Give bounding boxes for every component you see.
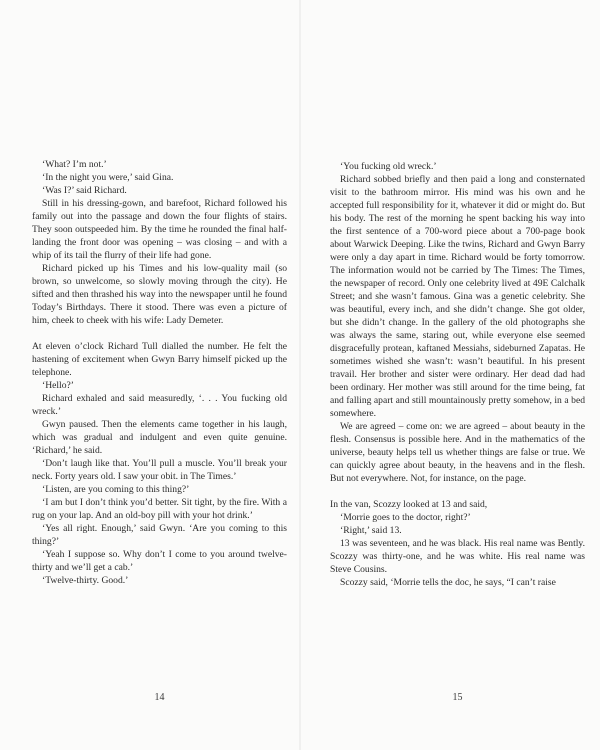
book-gutter <box>299 0 301 750</box>
paragraph: ‘Was I?’ said Richard. <box>42 185 127 196</box>
paragraph: Richard exhaled and said measuredly, ‘. . . You fucking old wreck.’ <box>32 393 287 417</box>
paragraph: ‘In the night you were,’ said Gina. <box>42 172 174 183</box>
paragraph: ‘Yeah I suppose so. Why don’t I come to you around twelve-thirty and we’ll get a cab.’ <box>32 549 287 573</box>
paragraph: ‘I am but I don’t think you’d better. Sit tight, by the fire. With a rug on your lap. And an old-boy pill with your hot drink.’ <box>32 497 287 521</box>
paragraph: ‘Don’t laugh like that. You’ll pull a muscle. You’ll break your neck. Forty years old. I saw your obit. in The Times.’ <box>32 458 287 482</box>
left-page-text <box>32 158 287 587</box>
paragraph: ‘You fucking old wreck.’ <box>340 161 437 172</box>
paragraph: ‘Right,’ said 13. <box>340 525 402 536</box>
page-number-left: 14 <box>154 692 165 703</box>
paragraph: Gwyn paused. Then the elements came together in his laugh, which was gradual and indulgent and even quite genuine. ‘Richard,’ he said. <box>32 419 287 456</box>
paragraph: At eleven o’clock Richard Tull dialled the number. He felt the hastening of excitement when Gwyn Barry himself picked up the telephone. <box>32 341 287 378</box>
paragraph: ‘What? I’m not.’ <box>42 159 107 170</box>
paragraph: ‘Twelve-thirty. Good.’ <box>42 575 129 586</box>
paragraph: In the van, Scozzy looked at 13 and said, <box>330 499 488 510</box>
paragraph: Richard sobbed briefly and then paid a long and consternated visit to the bathroom mirror. His mind was his own and he accepted full responsibility for it, whatever it did or might do. But his body. The rest of the morning he spent backing his way into the first sentence of a 700-word piece about a 700-page book about Warwick Deeping. Like the twins, Richard and Gwyn Barry were only a day apart in time. Richard would be forty tomorrow. The information would not be carried by The Times: The Times, the newspaper of record. Only one celebrity lived at 49E Calchalk Street; and she wasn’t famous. Gina was a genetic celebrity. She was beautiful, every inch, and she didn’t change. She got older, but she didn’t change. In the gallery of the old photographs she was always the same, staring out, while everyone else seemed disgracefully protean, kaftaned Messiahs, sideburned Zapatas. He sometimes wished she wasn’t: wasn’t beautiful. In his present travail. Her brother and sister were ordinary. Her dead dad had been ordinary. Her mother was still around for the time being, fat and falling apart and still mountainously pretty somehow, in a bed somewhere. <box>330 174 585 419</box>
paragraph: Scozzy said, ‘Morrie tells the doc, he says, “I can’t raise <box>340 577 556 588</box>
paragraph: We are agreed – come on: we are agreed – about beauty in the flesh. Consensus is possible here. And in the mathematics of the universe, beauty helps tell us whether things are false or true. We can quickly agree about beauty, in the heavens and in the flesh. But not everywhere. Not, for instance, on the page. <box>330 421 585 484</box>
section-break <box>32 327 287 340</box>
page-number-right: 15 <box>452 692 463 703</box>
paragraph: ‘Morrie goes to the doctor, right?’ <box>340 512 471 523</box>
paragraph: ‘Hello?’ <box>42 380 74 391</box>
paragraph: ‘Yes all right. Enough,’ said Gwyn. ‘Are you coming to this thing?’ <box>32 523 287 547</box>
paragraph: ‘Listen, are you coming to this thing?’ <box>42 484 190 495</box>
right-page-text <box>330 160 585 589</box>
paragraph: 13 was seventeen, and he was black. His real name was Bently. Scozzy was thirty-one, and he was white. His real name was Steve Cousins. <box>330 538 585 575</box>
paragraph: Still in his dressing-gown, and barefoot, Richard followed his family out into the passage and down the four flights of stairs. They soon outspeeded him. By the time he rounded the final half-landing the front door was opening – was closing – and with a whip of its tail the flurry of their life had gone. <box>32 198 287 261</box>
paragraph: Richard picked up his Times and his low-quality mail (so brown, so unwelcome, so slowly moving through the city). He sifted and then thrashed his way into the newspaper until he found Today’s Birthdays. There it stood. There was even a picture of him, cheek to cheek with his wife: Lady Demeter. <box>32 263 287 326</box>
section-break <box>330 485 585 498</box>
